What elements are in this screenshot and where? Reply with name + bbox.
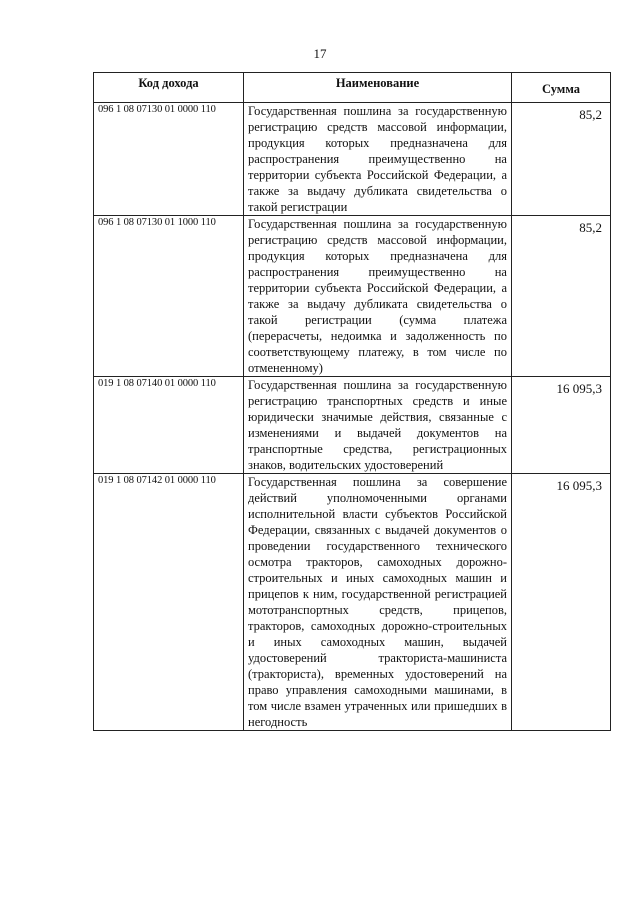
revenue-amount-cell: 85,2 (512, 103, 611, 216)
page-number: 17 (313, 46, 327, 61)
revenue-table (93, 72, 611, 731)
table-row (94, 474, 611, 731)
table-row (94, 216, 611, 377)
table-header-row (94, 73, 611, 103)
revenue-code-cell: 096 1 08 07130 01 0000 110 (94, 103, 244, 216)
table-row (94, 377, 611, 474)
revenue-name-cell: Государственная пошлина за государственную регистрацию транспортных средств и иные юридически значимые действия, связанные с изменениями и выдачей документов на транспортные средства, регистрационных знаков, водительских удостоверений (244, 377, 512, 474)
revenue-amount-cell: 85,2 (512, 216, 611, 377)
revenue-amount-cell: 16 095,3 (512, 377, 611, 474)
revenue-amount-cell: 16 095,3 (512, 474, 611, 731)
header-amount: Сумма (512, 73, 611, 103)
revenue-code-cell: 019 1 08 07142 01 0000 110 (94, 474, 244, 731)
table-row (94, 103, 611, 216)
revenue-name-cell: Государственная пошлина за совершение действий уполномоченными органами исполнительной власти субъектов Российской Федерации, связанных с выдачей документов о проведении государственного технического осмотра тракторов, самоходных дорожно-строительных и иных самоходных машин и прицепов к ним, государственной регистрацией мототранспортных средств, прицепов, тракторов, самоходных дорожно-строительных и иных самоходных машин, выдачей удостоверений тракториста-машиниста (тракториста), временных удостоверений на право управления самоходными машинами, в том числе взамен утраченных или пришедших в негодность (244, 474, 512, 731)
revenue-code-cell: 019 1 08 07140 01 0000 110 (94, 377, 244, 474)
revenue-code-cell: 096 1 08 07130 01 1000 110 (94, 216, 244, 377)
header-name: Наименование (244, 73, 512, 103)
header-code: Код дохода (94, 73, 244, 103)
revenue-name-cell: Государственная пошлина за государственную регистрацию средств массовой информации, продукция которых предназначена для распространения преимущественно на территории субъекта Российской Федерации, а также за выдачу дубликата свидетельства о такой регистрации (244, 103, 512, 216)
revenue-name-cell: Государственная пошлина за государственную регистрацию средств массовой информации, продукция которых предназначена для распространения преимущественно на территории субъекта Российской Федерации, а также за выдачу дубликата свидетельства о такой регистрации (сумма платежа (перерасчеты, недоимка и задолженность по соответствующему платежу, в том числе по отмененному) (244, 216, 512, 377)
